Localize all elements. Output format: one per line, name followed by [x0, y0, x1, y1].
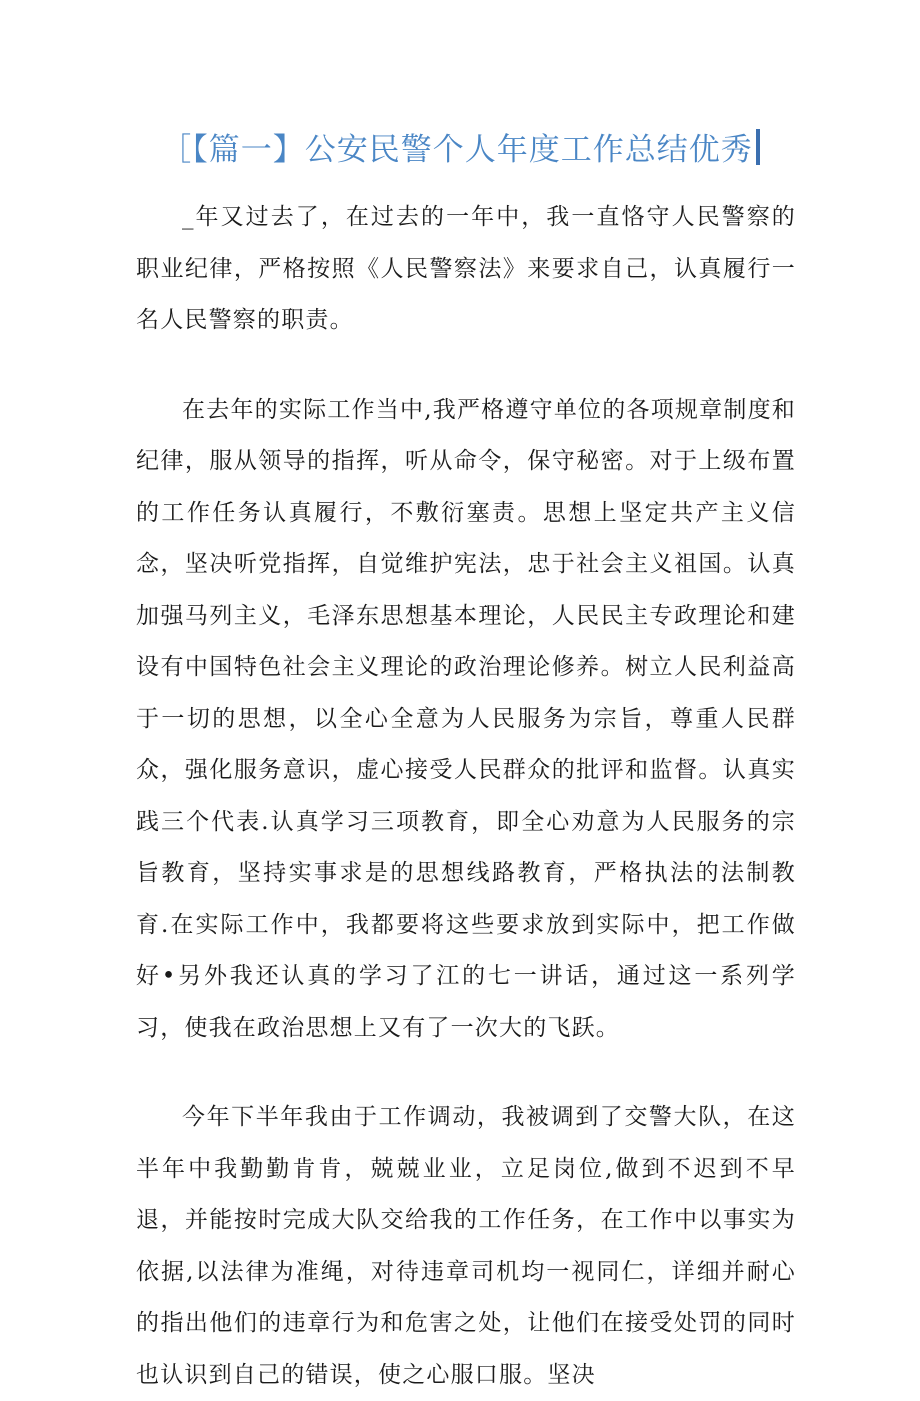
- paragraph-2: 在去年的实际工作当中,我严格遵守单位的各项规章制度和纪律，服从领导的指挥，听从命令，保守秘密。对于上级布置的工作任务认真履行，不敷衍塞责。思想上坚定共产主义信念，坚决听党指挥，自觉维护宪法，忠于社会主义祖国。认真加强马列主义，毛泽东思想基本理论，人民民主专政理论和建设有中国特色社会主义理论的政治理论修养。树立人民利益高于一切的思想，以全心全意为人民服务为宗旨，尊重人民群众，强化服务意识，虚心接受人民群众的批评和监督。认真实践三个代表.认真学习三项教育，即全心劝意为人民服务的宗旨教育，坚持实事求是的思想线路教育，严格执法的法制教育.在实际工作中，我都要将这些要求放到实际中，把工作做好•另外我还认真的学习了江的七一讲话，通过这一系列学习，使我在政治思想上又有了一次大的飞跃。: [136, 396, 796, 1041]
- document-body: [136, 192, 796, 1401]
- document-title: [0, 126, 920, 174]
- title-text: ［【篇一】公安民警个人年度工作总结优秀: [160, 132, 753, 168]
- paragraph-3: 今年下半年我由于工作调动，我被调到了交警大队，在这半年中我勤勤肯肯，兢兢业业，立足岗位,做到不迟到不早退，并能按时完成大队交给我的工作任务，在工作中以事实为依据,以法律为准绳，对待违章司机均一视同仁，详细并耐心的指出他们的违章行为和危害之处，让他们在接受处罚的同时也认识到自己的错误，使之心服口服。坚决: [136, 1104, 796, 1388]
- text-cursor: [756, 129, 760, 165]
- paragraph-1: _年又过去了，在过去的一年中，我一直恪守人民警察的职业纪律，严格按照《人民警察法》来要求自己，认真履行一名人民警察的职责。: [136, 204, 796, 333]
